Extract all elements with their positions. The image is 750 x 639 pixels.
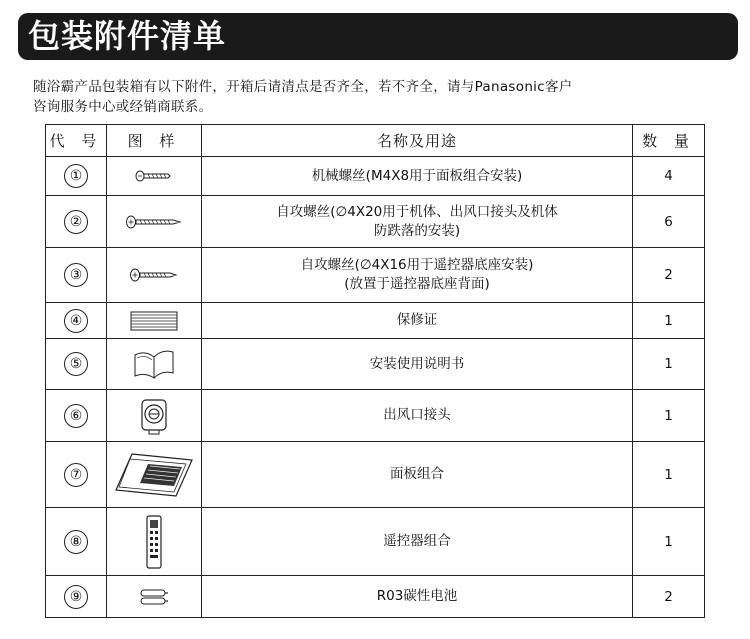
item-name: 自攻螺丝(∅4X16用于遥控器底座安装) (放置于遥控器底座背面) bbox=[202, 248, 633, 303]
item-name: 自攻螺丝(∅4X20用于机体、出风口接头及机体 防跌落的安装) bbox=[202, 196, 633, 248]
remote-control-icon bbox=[107, 508, 202, 576]
item-qty: 6 bbox=[633, 196, 705, 248]
row-number: ⑤ bbox=[64, 352, 88, 376]
short-screw-icon bbox=[107, 157, 202, 196]
table-header-row bbox=[46, 125, 705, 157]
item-name: 遥控器组合 bbox=[202, 508, 633, 576]
item-qty: 2 bbox=[633, 248, 705, 303]
medium-screw-icon bbox=[107, 248, 202, 303]
row-number: ⑧ bbox=[64, 530, 88, 554]
air-outlet-connector-icon bbox=[107, 390, 202, 442]
item-name: 保修证 bbox=[202, 303, 633, 339]
table-row bbox=[46, 339, 705, 390]
row-number: ① bbox=[64, 164, 88, 188]
panel-assembly-icon bbox=[107, 442, 202, 508]
intro-line-1: 随浴霸产品包装箱有以下附件，开箱后请清点是否齐全，若不齐全，请与Panasonic客户 bbox=[33, 79, 573, 95]
table-row bbox=[46, 508, 705, 576]
header-image: 图 样 bbox=[107, 125, 202, 157]
item-qty: 2 bbox=[633, 576, 705, 618]
row-number: ⑨ bbox=[64, 585, 88, 609]
row-number: ⑦ bbox=[64, 463, 88, 487]
item-qty: 1 bbox=[633, 303, 705, 339]
item-name: 机械螺丝(M4X8用于面板组合安装) bbox=[202, 157, 633, 196]
row-number: ④ bbox=[64, 309, 88, 333]
header-no: 代 号 bbox=[46, 125, 107, 157]
item-qty: 1 bbox=[633, 390, 705, 442]
item-name: R03碳性电池 bbox=[202, 576, 633, 618]
battery-icon bbox=[107, 576, 202, 618]
header-name: 名称及用途 bbox=[202, 125, 633, 157]
warranty-card-icon bbox=[107, 303, 202, 339]
item-name: 出风口接头 bbox=[202, 390, 633, 442]
long-screw-icon bbox=[107, 196, 202, 248]
title-bar bbox=[18, 13, 738, 60]
item-name: 面板组合 bbox=[202, 442, 633, 508]
table-row bbox=[46, 442, 705, 508]
table-row bbox=[46, 196, 705, 248]
intro-line-2: 咨询服务中心或经销商联系。 bbox=[33, 99, 213, 115]
header-qty: 数 量 bbox=[633, 125, 705, 157]
item-qty: 1 bbox=[633, 442, 705, 508]
item-qty: 1 bbox=[633, 508, 705, 576]
page-title: 包装附件清单 bbox=[28, 17, 227, 55]
table-row bbox=[46, 248, 705, 303]
table-row bbox=[46, 390, 705, 442]
item-qty: 1 bbox=[633, 339, 705, 390]
row-number: ② bbox=[64, 210, 88, 234]
table-row bbox=[46, 303, 705, 339]
row-number: ③ bbox=[64, 263, 88, 287]
item-qty: 4 bbox=[633, 157, 705, 196]
intro-text bbox=[33, 77, 733, 117]
row-number: ⑥ bbox=[64, 404, 88, 428]
item-name: 安装使用说明书 bbox=[202, 339, 633, 390]
accessory-table bbox=[45, 124, 705, 618]
table-row bbox=[46, 576, 705, 618]
manual-book-icon bbox=[107, 339, 202, 390]
table-row bbox=[46, 157, 705, 196]
